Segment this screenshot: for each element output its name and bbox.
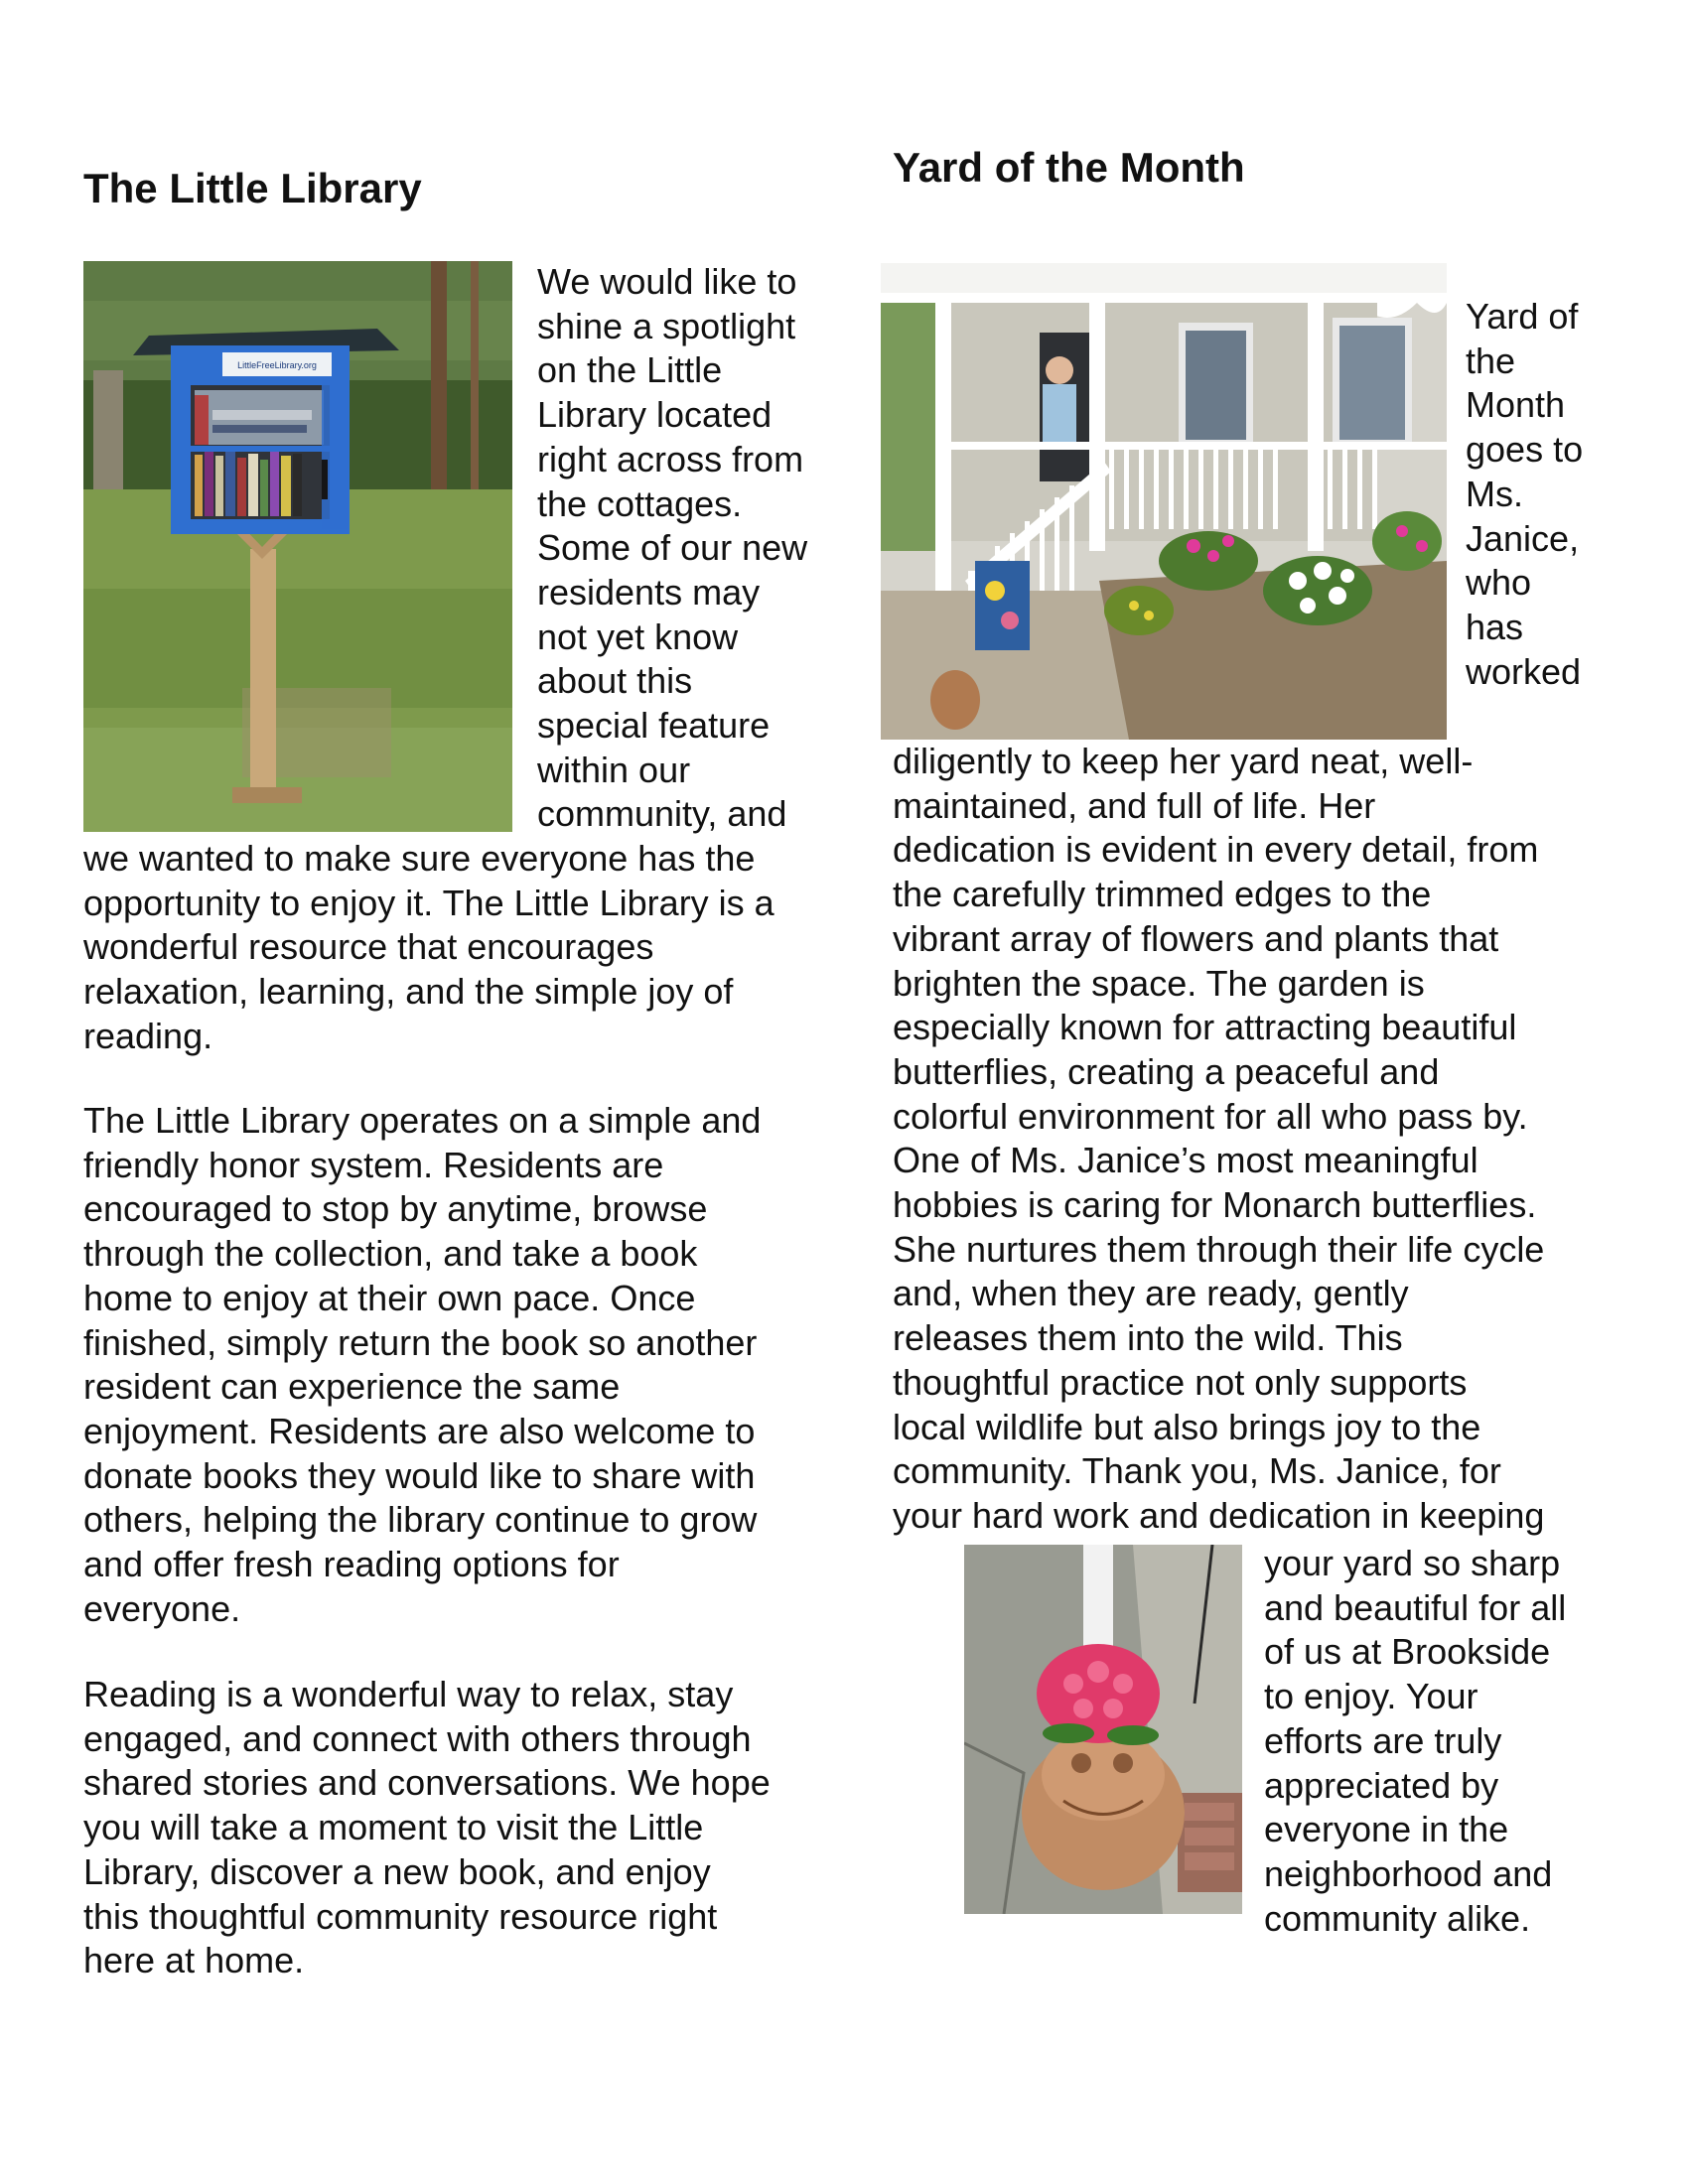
text-line: Janice, [1466, 517, 1580, 559]
text-line: goes to [1466, 429, 1584, 471]
text-line: Yard of [1466, 296, 1579, 337]
little-library-paragraph-3 [83, 1673, 771, 1983]
text-line: we wanted to make sure everyone has the [83, 838, 756, 879]
text-line: Some of our new [537, 527, 808, 569]
little-library-sign-text: LittleFreeLibrary.org [237, 360, 317, 370]
text-line: home to enjoy at their own pace. Once [83, 1277, 696, 1318]
little-library-paragraph-2 [83, 1099, 761, 1631]
text-line: resident can experience the same [83, 1366, 621, 1408]
text-line: community, and [537, 793, 787, 835]
text-line: through the collection, and take a book [83, 1233, 698, 1275]
text-line: others, helping the library continue to grow [83, 1499, 758, 1541]
text-line: and offer fresh reading options for [83, 1544, 620, 1585]
text-line: everyone. [83, 1587, 241, 1629]
text-line: your hard work and dedication in keeping [893, 1494, 1545, 1536]
text-line: right across from [537, 438, 804, 479]
text-line: Library located [537, 394, 773, 436]
yard-paragraph [893, 740, 1544, 1539]
text-line: and, when they are ready, gently [893, 1273, 1409, 1314]
text-line: reading. [83, 1015, 213, 1056]
text-line: friendly honor system. Residents are [83, 1144, 664, 1185]
text-line: you will take a moment to visit the Little [83, 1807, 704, 1848]
yard-porch-photo [881, 263, 1447, 740]
text-line: the cottages. [537, 482, 743, 524]
text-line: of us at Brookside [1264, 1631, 1551, 1673]
text-line: Month [1466, 384, 1566, 426]
text-line: brighten the space. The garden is [893, 962, 1425, 1004]
text-line: Reading is a wonderful way to relax, stay [83, 1674, 734, 1714]
yard-wrap-text-2 [1264, 1542, 1566, 1941]
text-line: colorful environment for all who pass by. [893, 1095, 1528, 1137]
little-library-wrap-text [537, 260, 807, 837]
text-line: finished, simply return the book so another [83, 1321, 758, 1363]
text-line: and beautiful for all [1264, 1586, 1567, 1628]
text-line: your yard so sharp [1264, 1543, 1561, 1583]
text-line: within our [537, 749, 691, 790]
text-line: diligently to keep her yard neat, well- [893, 741, 1474, 781]
text-line: not yet know [537, 615, 739, 657]
text-line: encouraged to stop by anytime, browse [83, 1188, 708, 1230]
text-line: about this [537, 660, 693, 702]
text-line: this thoughtful community resource right [83, 1895, 718, 1937]
little-library-heading: The Little Library [83, 165, 422, 211]
text-line: One of Ms. Janice’s most meaningful [893, 1140, 1478, 1181]
text-line: everyone in the [1264, 1809, 1509, 1850]
text-line: The Little Library operates on a simple and [83, 1100, 762, 1141]
text-line: maintained, and full of life. Her [893, 784, 1376, 826]
text-line: enjoyment. Residents are also welcome to [83, 1410, 756, 1451]
text-line: vibrant array of flowers and plants that [893, 917, 1499, 959]
text-line: special feature [537, 705, 771, 747]
text-line: here at home. [83, 1940, 305, 1981]
text-line: community. Thank you, Ms. Janice, for [893, 1450, 1501, 1492]
text-line: residents may [537, 571, 761, 613]
frog-planter-photo [964, 1545, 1242, 1914]
text-line: neighborhood and [1264, 1852, 1553, 1894]
text-line: She nurtures them through their life cycle [893, 1228, 1545, 1270]
text-line: donate books they would like to share with [83, 1454, 756, 1496]
little-library-paragraph-1 [83, 837, 774, 1059]
little-library-photo [83, 261, 512, 832]
text-line: Library, discover a new book, and enjoy [83, 1850, 711, 1892]
text-line: to enjoy. Your [1264, 1676, 1478, 1717]
text-line: on the Little [537, 349, 723, 391]
text-line: especially known for attracting beautiful [893, 1007, 1517, 1048]
text-line: appreciated by [1264, 1764, 1499, 1806]
text-line: shared stories and conversations. We hope [83, 1762, 771, 1804]
text-line: Ms. [1466, 473, 1523, 514]
text-line: the [1466, 340, 1516, 381]
text-line: engaged, and connect with others through [83, 1717, 752, 1759]
text-line: butterflies, creating a peaceful and [893, 1050, 1440, 1092]
text-line: worked [1466, 650, 1582, 692]
yard-of-the-month-heading: Yard of the Month [893, 144, 1245, 191]
text-line: opportunity to enjoy it. The Little Library is a [83, 882, 774, 923]
text-line: community alike. [1264, 1897, 1531, 1939]
text-line: We would like to [537, 261, 797, 302]
text-line: shine a spotlight [537, 305, 796, 346]
text-line: wonderful resource that encourages [83, 926, 654, 968]
text-line: efforts are truly [1264, 1719, 1502, 1761]
text-line: relaxation, learning, and the simple joy of [83, 971, 734, 1013]
yard-wrap-text [1466, 295, 1583, 694]
text-line: thoughtful practice not only supports [893, 1361, 1468, 1403]
text-line: hobbies is caring for Monarch butterflies. [893, 1184, 1537, 1226]
text-line: dedication is evident in every detail, from [893, 829, 1539, 871]
text-line: local wildlife but also brings joy to the [893, 1406, 1481, 1447]
text-line: the carefully trimmed edges to the [893, 874, 1432, 915]
text-line: has [1466, 606, 1524, 647]
text-line: releases them into the wild. This [893, 1317, 1403, 1359]
text-line: who [1466, 562, 1532, 604]
